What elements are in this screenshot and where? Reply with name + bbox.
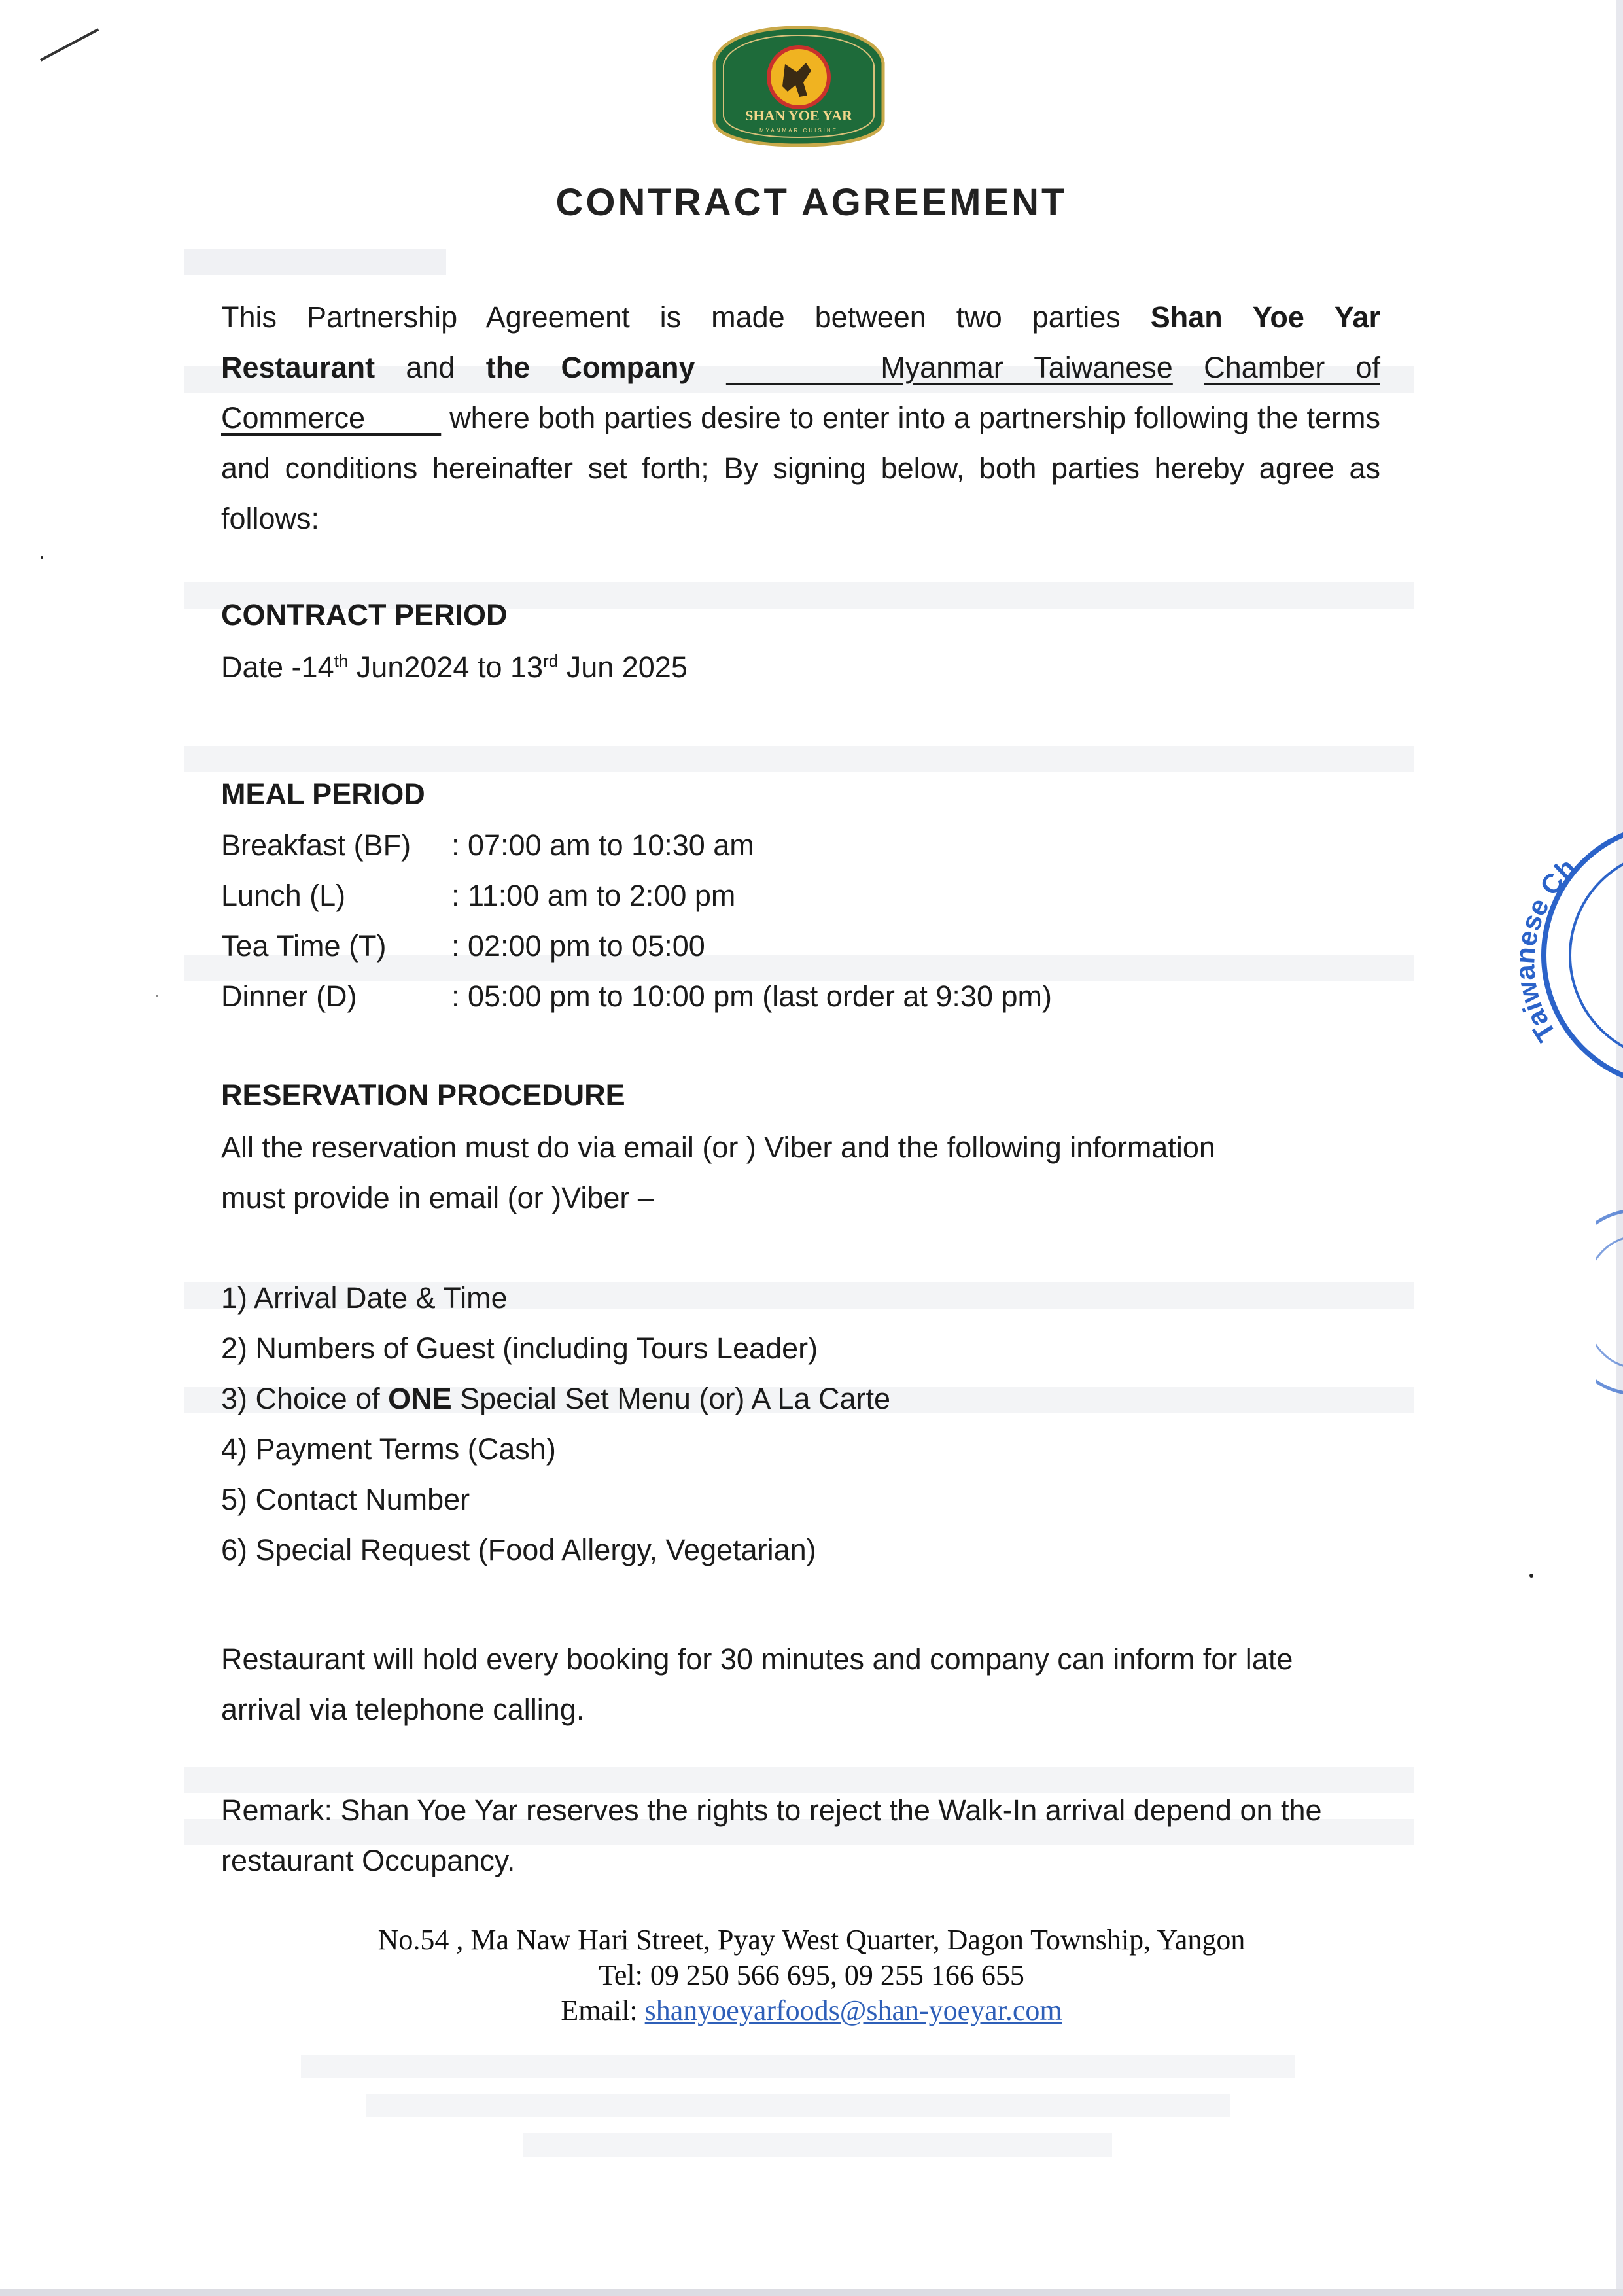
- meal-time: : 11:00 am to 2:00 pm: [451, 879, 736, 912]
- speck: [156, 995, 158, 997]
- footer-tel: Tel: 09 250 566 695, 09 255 166 655: [599, 1959, 1024, 1991]
- pen-mark: [40, 28, 99, 61]
- item3-bold: ONE: [388, 1382, 452, 1415]
- footer: [0, 1922, 1623, 2028]
- shan-yoe-yar-logo: [708, 24, 890, 148]
- intro-line-2: Restaurant and the Company Myanmar Taiwanese Chamber of: [221, 351, 1380, 384]
- intro-and: and: [406, 351, 455, 384]
- footer-address: No.54 , Ma Naw Hari Street, Pyay West Quarter, Dagon Township, Yangon: [377, 1924, 1246, 1956]
- date-suffix: Jun 2025: [558, 650, 688, 684]
- meal-time: : 05:00 pm to 10:00 pm (last order at 9:30 pm): [451, 980, 1052, 1013]
- item3-rest: Special Set Menu (or) A La Carte: [451, 1382, 890, 1415]
- stamp-fragment: [1596, 1210, 1623, 1394]
- reservation-intro-line-2: must provide in email (or )Viber –: [221, 1181, 654, 1214]
- stamp-text: Taiwanese Ch: [1509, 852, 1582, 1048]
- meal-label: Lunch (L): [221, 879, 346, 912]
- speck: [1529, 1574, 1533, 1578]
- reservation-item: 2) Numbers of Guest (including Tours Leader): [221, 1332, 818, 1365]
- remark: Remark: Shan Yoe Yar reserves the rights to reject the Walk-In arrival depend on the restaurant Occupancy.: [221, 1793, 1322, 1877]
- date-mid: Jun2024 to 13: [348, 650, 544, 684]
- meal-row: [221, 929, 705, 963]
- intro-paragraph: [221, 292, 1380, 544]
- meal-label: Breakfast (BF): [221, 828, 411, 862]
- reservation-item: 6) Special Request (Food Allergy, Vegetarian): [221, 1533, 816, 1566]
- page-bottom-edge: [0, 2289, 1623, 2296]
- speck: [41, 556, 43, 559]
- page-title: CONTRACT AGREEMENT: [555, 181, 1068, 224]
- intro-line-3: Commerce where both parties desire to enter into a partnership following the terms and conditions hereinafter set forth; By signing below, both parties hereby agree as follows:: [221, 401, 1380, 535]
- meal-row: [221, 980, 1052, 1014]
- contract-period-date: [221, 650, 688, 684]
- footer-email-label: Email:: [561, 1994, 645, 2026]
- reservation-heading: RESERVATION PROCEDURE: [221, 1078, 625, 1112]
- reservation-item: [221, 1382, 890, 1416]
- logo-subtext: MYANMAR CUISINE: [759, 128, 838, 133]
- intro-continuation: where both parties desire to enter into a partnership following the terms and conditions hereinafter set forth; By signing below, both parties hereby agree as follows:: [221, 401, 1380, 535]
- meal-row: [221, 828, 754, 862]
- reservation-item: 5) Contact Number: [221, 1483, 470, 1516]
- logo-text: SHAN YOE YAR: [745, 107, 852, 124]
- reservation-item: 4) Payment Terms (Cash): [221, 1432, 556, 1466]
- date-prefix: Date -14: [221, 650, 334, 684]
- date-sup-2: rd: [543, 651, 559, 671]
- meal-row: [221, 879, 735, 913]
- date-sup-1: th: [334, 651, 349, 671]
- item3-prefix: 3) Choice of: [221, 1382, 389, 1415]
- footer-email-link[interactable]: shanyoeyarfoods@shan-yoeyar.com: [644, 1994, 1062, 2026]
- reservation-intro-line-1: All the reservation must do via email (or ) Viber and the following information: [221, 1131, 1215, 1164]
- meal-time: : 02:00 pm to 05:00: [451, 929, 705, 963]
- hold-note: Restaurant will hold every booking for 30 minutes and company can inform for late arrival via telephone calling.: [221, 1642, 1293, 1726]
- reservation-item: 1) Arrival Date & Time: [221, 1281, 508, 1315]
- meal-period-heading: MEAL PERIOD: [221, 777, 425, 811]
- party2-label: the Company: [485, 351, 695, 384]
- intro-line-1: This Partnership Agreement is made between two parties Shan Yoe Yar: [221, 300, 1380, 334]
- meal-label: Tea Time (T): [221, 929, 387, 963]
- meal-time: : 07:00 am to 10:30 am: [451, 828, 754, 862]
- intro-text: This Partnership Agreement is made between two parties: [221, 300, 1121, 334]
- company-stamp: [1505, 818, 1623, 1093]
- footer-email-line: [0, 1993, 1623, 2028]
- contract-period-heading: CONTRACT PERIOD: [221, 598, 508, 631]
- meal-label: Dinner (D): [221, 980, 357, 1013]
